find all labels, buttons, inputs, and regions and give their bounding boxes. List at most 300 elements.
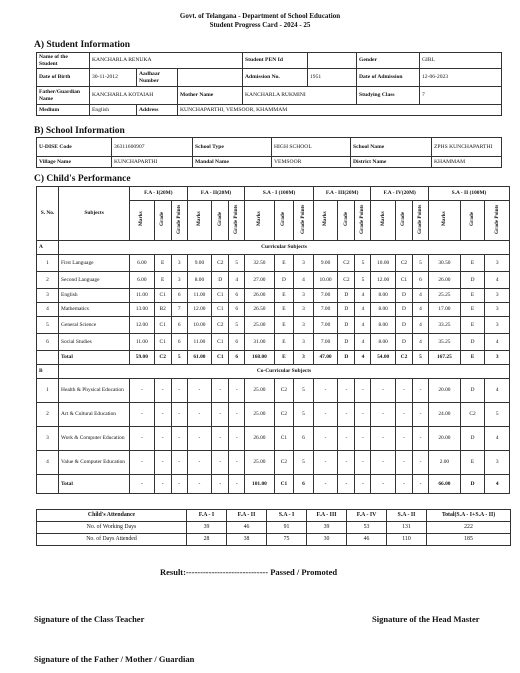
- cell-value: C1: [154, 317, 171, 334]
- cell-value: -: [413, 451, 429, 475]
- section-c-title: C) Child's Performance: [34, 174, 131, 184]
- sub-header-label: Marks: [379, 211, 386, 227]
- table-row: [37, 427, 510, 451]
- sub-header: [274, 201, 294, 241]
- cell-value: 3: [485, 317, 510, 334]
- attendance-value: 222: [427, 522, 511, 534]
- cell-value: C2: [338, 272, 355, 289]
- cell-value: 4: [294, 272, 314, 289]
- cell-value: -: [338, 427, 355, 451]
- cell-value: -: [395, 475, 412, 494]
- subject-name: Second Language: [59, 272, 130, 289]
- student-info-table: [36, 52, 502, 116]
- cell-value: D: [395, 303, 412, 317]
- father-value: KANCHARLA KOTAIAH: [90, 87, 178, 105]
- cell-value: E: [460, 317, 485, 334]
- cell-value: -: [355, 475, 371, 494]
- cell-value: C1: [212, 351, 229, 365]
- mandal-label: Mandal Name: [193, 157, 272, 168]
- cell-value: -: [371, 427, 396, 451]
- cell-value: -: [371, 403, 396, 427]
- cell-value: D: [460, 334, 485, 351]
- attendance-header: S.A - I: [267, 510, 307, 522]
- cell-value: D: [338, 303, 355, 317]
- cell-value: -: [371, 379, 396, 403]
- school-name-value: ZPHS KUNCHAPARTHI: [432, 138, 502, 157]
- cell-value: 9.00: [187, 255, 212, 272]
- cell-value: -: [229, 427, 245, 451]
- cell-value: 13.00: [130, 303, 155, 317]
- sub-header: [294, 201, 314, 241]
- cell-value: C1: [274, 427, 294, 451]
- sub-header: [187, 201, 212, 241]
- sub-header-label: Marks: [138, 211, 145, 227]
- cell-value: -: [313, 379, 338, 403]
- exam-header: S.A - II (100M): [428, 187, 509, 201]
- cell-value: 27.00: [245, 272, 274, 289]
- cell-value: 5: [355, 272, 371, 289]
- cell-value: C2: [460, 403, 485, 427]
- cell-value: -: [355, 427, 371, 451]
- cell-value: 6: [294, 427, 314, 451]
- exam-header: S.A - I (100M): [245, 187, 314, 201]
- result-line: [160, 567, 337, 577]
- cell-value: 6: [229, 289, 245, 303]
- cell-value: 4: [355, 289, 371, 303]
- cell-value: 66.00: [428, 475, 460, 494]
- attendance-value: 110: [387, 534, 427, 546]
- cell-value: D: [338, 334, 355, 351]
- subject-name: Social Studies: [59, 334, 130, 351]
- cell-value: -: [171, 379, 187, 403]
- cell-value: 30.50: [428, 255, 460, 272]
- result-value: Passed / Promoted: [270, 567, 338, 577]
- village-value: KUNCHAPARTHI: [112, 157, 193, 168]
- cell-value: 3: [37, 427, 59, 451]
- cell-value: 5: [171, 351, 187, 365]
- sub-header: [212, 201, 229, 241]
- cell-value: E: [460, 451, 485, 475]
- attendance-value: 75: [267, 534, 307, 546]
- sub-header-label: Grade Points: [300, 204, 307, 234]
- table-row: [37, 255, 510, 272]
- cell-value: 11.00: [130, 334, 155, 351]
- cell-value: 3: [294, 317, 314, 334]
- cell-value: 11.00: [187, 289, 212, 303]
- table-row: [37, 451, 510, 475]
- mother-value: KANCHARLA RUKMINI: [243, 87, 357, 105]
- cell-value: 4: [413, 303, 429, 317]
- sub-header-label: Grade Points: [175, 204, 182, 234]
- cell-value: C1: [395, 272, 412, 289]
- attendance-header: F.A - III: [307, 510, 347, 522]
- cell-value: 17.00: [428, 303, 460, 317]
- attendance-value: 39: [187, 522, 227, 534]
- cell-value: -: [229, 451, 245, 475]
- cell-value: 167.25: [428, 351, 460, 365]
- cell-value: 10.00: [313, 272, 338, 289]
- section-a-title: A) Student Information: [34, 40, 131, 50]
- cell-value: 5: [294, 379, 314, 403]
- cell-value: 3: [294, 255, 314, 272]
- attendance-header: Total(S.A - I+S.A - II): [427, 510, 511, 522]
- cell-value: E: [274, 255, 294, 272]
- cell-value: C2: [274, 403, 294, 427]
- cell-value: E: [460, 255, 485, 272]
- cell-value: -: [130, 379, 155, 403]
- doa-label: Date of Admission: [357, 69, 420, 87]
- cell-value: 5: [485, 403, 510, 427]
- cell-value: -: [395, 451, 412, 475]
- cell-value: 6: [37, 334, 59, 351]
- cell-value: -: [212, 379, 229, 403]
- sub-header-label: Marks: [195, 211, 202, 227]
- cell-value: C1: [212, 334, 229, 351]
- attendance-header: F.A - I: [187, 510, 227, 522]
- cell-value: 25.00: [245, 379, 274, 403]
- parent-signature: Signature of the Father / Mother / Guardian: [34, 654, 195, 664]
- exam-header: F.A - IV(20M): [371, 187, 429, 201]
- cell-value: 4: [37, 451, 59, 475]
- cell-value: -: [395, 427, 412, 451]
- cell-value: 10.00: [371, 255, 396, 272]
- sub-header-label: Grade Points: [359, 204, 366, 234]
- cell-value: 12.00: [130, 317, 155, 334]
- attendance-value: 30: [307, 534, 347, 546]
- attendance-table: [36, 509, 511, 546]
- cell-value: 5: [229, 317, 245, 334]
- cell-value: 6.00: [130, 255, 155, 272]
- header-line1: Govt. of Telangana - Department of School Education: [179, 12, 341, 20]
- cell-value: 33.25: [428, 317, 460, 334]
- cell-value: E: [460, 351, 485, 365]
- cell-value: -: [130, 427, 155, 451]
- cell-value: -: [130, 451, 155, 475]
- address-label: Address: [137, 105, 178, 116]
- sub-header-label: Grade: [469, 211, 476, 227]
- cell-value: -: [212, 403, 229, 427]
- address-value: KUNCHAPARTHI, VEMSOOR, KHAMMAM: [178, 105, 502, 116]
- cell-value: D: [395, 317, 412, 334]
- cell-value: 6: [229, 334, 245, 351]
- sub-header: [428, 201, 460, 241]
- section-b-title: B) School Information: [34, 126, 125, 136]
- sub-header-label: Grade Points: [493, 204, 500, 234]
- cell-value: 26.00: [245, 427, 274, 451]
- cell-value: D: [395, 289, 412, 303]
- cell-value: -: [413, 475, 429, 494]
- table-row: [37, 475, 510, 494]
- sub-header-label: Grade: [280, 211, 287, 227]
- cell-value: 8.00: [371, 303, 396, 317]
- sub-header-label: Marks: [255, 211, 262, 227]
- cell-value: C1: [154, 334, 171, 351]
- cell-value: -: [313, 427, 338, 451]
- subject-name: Art & Cultural Education: [59, 403, 130, 427]
- sub-header: [395, 201, 412, 241]
- cell-value: -: [187, 451, 212, 475]
- cell-value: 4: [485, 379, 510, 403]
- cell-value: 4: [413, 317, 429, 334]
- sub-header-label: Grade Points: [233, 204, 240, 234]
- attendance-label: No. of Working Days: [37, 522, 187, 534]
- cell-value: -: [154, 403, 171, 427]
- cell-value: 9.00: [313, 255, 338, 272]
- cell-value: D: [460, 379, 485, 403]
- cell-value: 168.00: [245, 351, 274, 365]
- cell-value: 35.25: [428, 334, 460, 351]
- cell-value: 6: [171, 317, 187, 334]
- cell-value: 3: [171, 272, 187, 289]
- subject-name: Total: [59, 475, 130, 494]
- cell-value: 4: [355, 351, 371, 365]
- attendance-header: F.A - IV: [347, 510, 387, 522]
- cell-value: D: [338, 351, 355, 365]
- cell-value: -: [171, 427, 187, 451]
- admission-label: Admission No.: [243, 69, 308, 87]
- udise-label: U-DISE Code: [37, 138, 112, 157]
- cell-value: E: [274, 351, 294, 365]
- cell-value: 3: [485, 289, 510, 303]
- cell-value: 25.00: [245, 317, 274, 334]
- school-type-value: HIGH SCHOOL: [272, 138, 351, 157]
- cell-value: -: [154, 379, 171, 403]
- cell-value: -: [187, 379, 212, 403]
- cell-value: -: [313, 403, 338, 427]
- exam-header: F.A - III(20M): [313, 187, 371, 201]
- cell-value: 6: [294, 475, 314, 494]
- dob-label: Date of Birth: [37, 69, 90, 87]
- cell-value: E: [154, 272, 171, 289]
- school-type-label: School Type: [193, 138, 272, 157]
- cell-value: 59.00: [130, 351, 155, 365]
- cell-value: -: [154, 475, 171, 494]
- cell-value: 4: [413, 289, 429, 303]
- cell-value: 2: [37, 272, 59, 289]
- cell-value: -: [187, 403, 212, 427]
- cell-value: -: [171, 451, 187, 475]
- cell-value: E: [274, 303, 294, 317]
- cell-value: -: [413, 427, 429, 451]
- cell-value: C1: [212, 289, 229, 303]
- cell-value: -: [413, 403, 429, 427]
- sub-header-label: Grade Points: [417, 204, 424, 234]
- district-value: KHAMMAM: [432, 157, 502, 168]
- cell-value: 7.00: [313, 334, 338, 351]
- cell-value: B2: [154, 303, 171, 317]
- admission-value: 1951: [308, 69, 357, 87]
- cell-value: 4: [485, 272, 510, 289]
- class-value: 7: [420, 87, 502, 105]
- cell-value: 8.00: [371, 334, 396, 351]
- cell-value: -: [395, 403, 412, 427]
- sub-header: [460, 201, 485, 241]
- cell-value: 3: [37, 289, 59, 303]
- cell-value: 3: [294, 289, 314, 303]
- section-title: Curricular Subjects: [59, 241, 510, 255]
- cell-value: 5: [355, 255, 371, 272]
- sno-header: S. No.: [37, 187, 59, 241]
- cell-value: C2: [338, 255, 355, 272]
- attendance-header: Child's Attendance: [37, 510, 187, 522]
- cell-value: 20.00: [428, 427, 460, 451]
- attendance-header: S.A - II: [387, 510, 427, 522]
- cell-value: -: [212, 427, 229, 451]
- pen-value: [308, 53, 357, 69]
- cell-value: 31.00: [245, 334, 274, 351]
- table-row: [37, 303, 510, 317]
- cell-value: 5: [229, 255, 245, 272]
- attendance-value: 38: [227, 534, 267, 546]
- cell-value: 10.00: [187, 317, 212, 334]
- cell-value: E: [274, 317, 294, 334]
- cell-value: 20.00: [428, 379, 460, 403]
- cell-value: 3: [485, 451, 510, 475]
- cell-value: 1: [37, 255, 59, 272]
- sub-header: [171, 201, 187, 241]
- pen-label: Student PEN Id: [243, 53, 308, 69]
- village-label: Village Name: [37, 157, 112, 168]
- medium-label: Medium: [37, 105, 90, 116]
- attendance-value: 185: [427, 534, 511, 546]
- cell-value: -: [338, 403, 355, 427]
- cell-value: 61.00: [187, 351, 212, 365]
- cell-value: 4: [485, 334, 510, 351]
- header: [0, 0, 520, 30]
- sub-header-label: Grade: [159, 211, 166, 227]
- subject-name: Mathematics: [59, 303, 130, 317]
- aadhaar-value: [178, 69, 243, 87]
- class-teacher-signature: Signature of the Class Teacher: [34, 614, 145, 624]
- attendance-value: 91: [267, 522, 307, 534]
- cell-value: 8.00: [371, 289, 396, 303]
- father-label: Father/Guardian Name: [37, 87, 90, 105]
- cell-value: 24.00: [428, 403, 460, 427]
- cell-value: E: [274, 289, 294, 303]
- cell-value: C2: [212, 317, 229, 334]
- sub-header-label: Marks: [440, 211, 447, 227]
- table-row: [37, 379, 510, 403]
- attendance-value: 28: [187, 534, 227, 546]
- cell-value: C2: [274, 379, 294, 403]
- cell-value: 54.00: [371, 351, 396, 365]
- cell-value: 3: [485, 303, 510, 317]
- cell-value: -: [338, 451, 355, 475]
- gender-value: GIRL: [420, 53, 502, 69]
- cell-value: -: [187, 475, 212, 494]
- subject-name: Work & Computer Education: [59, 427, 130, 451]
- sub-header: [485, 201, 510, 241]
- cell-value: E: [460, 289, 485, 303]
- header-line2: Student Progress Card - 2024 - 25: [209, 21, 311, 29]
- cell-value: 4: [485, 427, 510, 451]
- cell-value: E: [460, 303, 485, 317]
- head-master-signature: Signature of the Head Master: [372, 614, 480, 624]
- cell-value: 3: [294, 351, 314, 365]
- cell-value: 6: [413, 272, 429, 289]
- class-label: Studying Class: [357, 87, 420, 105]
- attendance-value: 46: [347, 534, 387, 546]
- cell-value: -: [338, 379, 355, 403]
- sub-header-label: Grade: [400, 211, 407, 227]
- cell-value: 12.00: [187, 303, 212, 317]
- cell-value: 3: [485, 255, 510, 272]
- cell-value: -: [212, 451, 229, 475]
- performance-table: [36, 186, 510, 494]
- section-letter: A: [37, 241, 59, 255]
- cell-value: 4: [485, 475, 510, 494]
- cell-value: 2: [37, 403, 59, 427]
- dob-value: 30-11-2012: [90, 69, 137, 87]
- cell-value: 101.00: [245, 475, 274, 494]
- cell-value: C2: [274, 451, 294, 475]
- cell-value: -: [355, 451, 371, 475]
- cell-value: 25.00: [245, 451, 274, 475]
- school-info-table: [36, 137, 502, 168]
- cell-value: 25.00: [245, 403, 274, 427]
- cell-value: D: [460, 427, 485, 451]
- cell-value: [37, 351, 59, 365]
- cell-value: 4: [355, 334, 371, 351]
- cell-value: -: [154, 427, 171, 451]
- cell-value: 25.25: [428, 289, 460, 303]
- cell-value: 3: [171, 255, 187, 272]
- cell-value: 5: [37, 317, 59, 334]
- cell-value: -: [313, 475, 338, 494]
- cell-value: 4: [229, 272, 245, 289]
- table-row: [37, 272, 510, 289]
- cell-value: C1: [212, 303, 229, 317]
- sub-header-label: Marks: [322, 211, 329, 227]
- subject-name: Value & Computer Education: [59, 451, 130, 475]
- table-row: [37, 334, 510, 351]
- sub-header-label: Grade: [342, 211, 349, 227]
- cell-value: -: [130, 475, 155, 494]
- cell-value: C1: [274, 475, 294, 494]
- cell-value: -: [229, 475, 245, 494]
- subject-name: Total: [59, 351, 130, 365]
- cell-value: 26.00: [245, 289, 274, 303]
- section-title: Co-Curricular Subjects: [59, 365, 510, 379]
- cell-value: 26.00: [428, 272, 460, 289]
- sub-header: [229, 201, 245, 241]
- cell-value: 6: [229, 351, 245, 365]
- cell-value: -: [355, 379, 371, 403]
- cell-value: 3: [294, 303, 314, 317]
- cell-value: D: [460, 475, 485, 494]
- cell-value: -: [395, 379, 412, 403]
- cell-value: 4: [413, 334, 429, 351]
- gender-label: Gender: [357, 53, 420, 69]
- cell-value: 3: [485, 351, 510, 365]
- cell-value: 8.00: [187, 272, 212, 289]
- cell-value: 6: [229, 303, 245, 317]
- cell-value: 8.00: [371, 317, 396, 334]
- cell-value: -: [313, 451, 338, 475]
- cell-value: [37, 475, 59, 494]
- exam-header: F.A - II(20M): [187, 187, 245, 201]
- cell-value: 4: [355, 303, 371, 317]
- medium-value: English: [90, 105, 137, 116]
- cell-value: 6.00: [130, 272, 155, 289]
- cell-value: D: [274, 272, 294, 289]
- cell-value: -: [229, 403, 245, 427]
- student-name: KANCHARLA RENUKA: [90, 53, 243, 69]
- sub-header: [313, 201, 338, 241]
- cell-value: 6: [171, 289, 187, 303]
- cell-value: 5: [294, 403, 314, 427]
- attendance-label: No. of Days Attended: [37, 534, 187, 546]
